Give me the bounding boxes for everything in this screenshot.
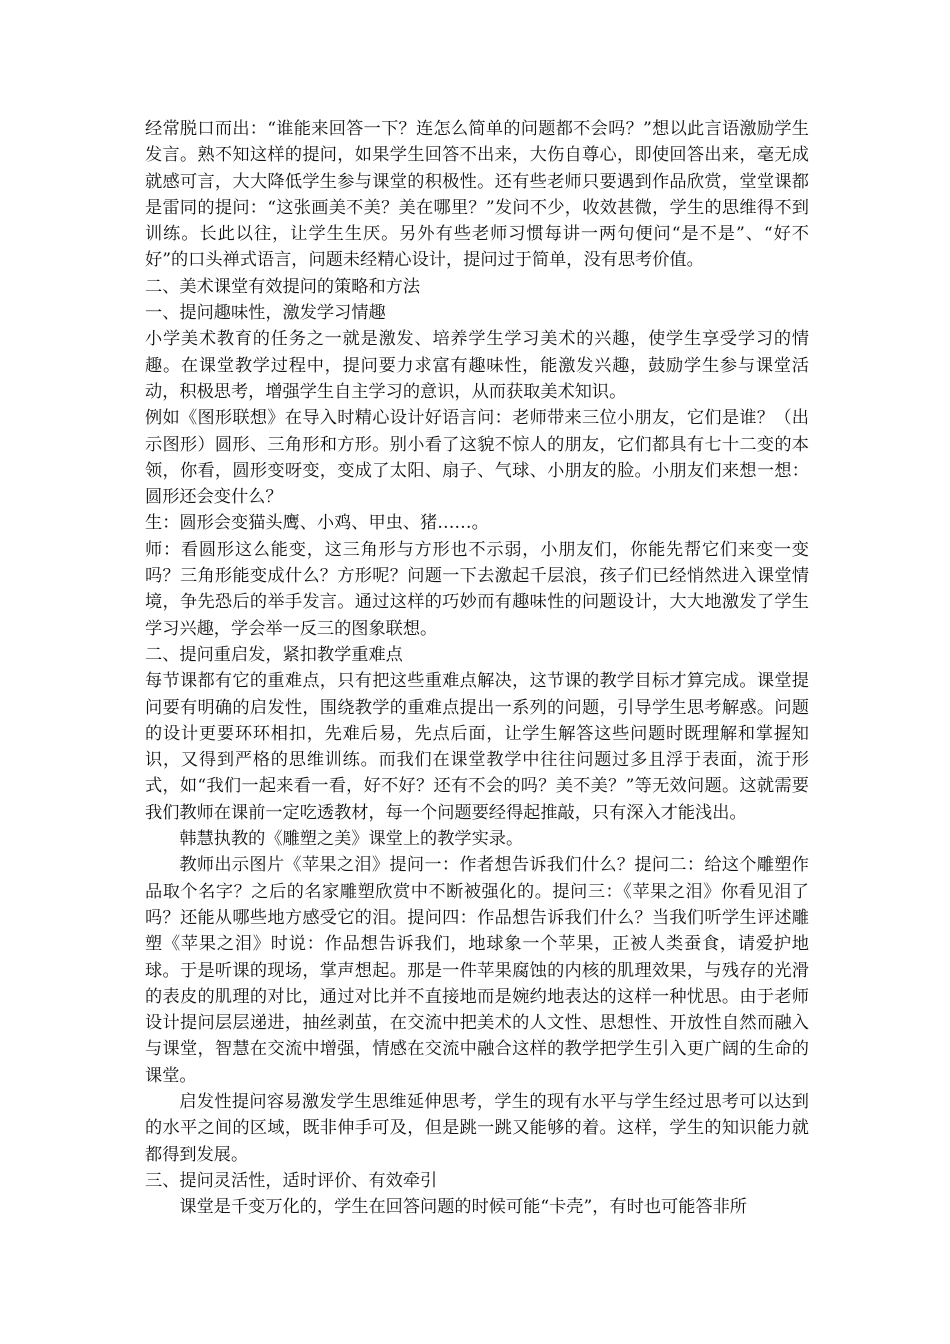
paragraph-intro-continued: 经常脱口而出：“谁能来回答一下？连怎么简单的问题都不会吗？”想以此言语激励学生发言。熟不知这样的提问，如果学生回答不出来，大伤自尊心，即使回答出来，毫无成就感可言，大大降低学生参与课堂的积极性。还有些老师只要遇到作品欣赏，堂堂课都是雷同的提问：“这张画美不美？美在哪里？”发问不少，收效甚微，学生的思维得不到训练。长此以往，让学生生厌。另外有些老师习惯每讲一两句便问“是不是”、“好不好”的口头禅式语言，问题未经精心设计，提问过于简单，没有思考价值。	[145, 119, 809, 271]
paragraph-key-points: 每节课都有它的重难点，只有把这些重难点解决，这节课的教学目标才算完成。课堂提问要有明确的启发性，围绕教学的重难点提出一系列的问题，引导学生思考解惑。问题的设计更要环环相扣，先难后易，先点后面，让学生解答这些问题时既理解和掌握知识，又得到严格的思维训练。而我们在课堂教学中往往问题过多且浮于表面，流于形式，如“我们一起来看一看，好不好？还有不会的吗？美不美？”等无效问题。这就需要我们教师在课前一定吃透教材，每一个问题要经得起推敲，只有深入才能浅出。	[145, 671, 809, 823]
paragraph-student-answer: 生：圆形会变猫头鹰、小鸡、甲虫、猪……。	[145, 513, 489, 534]
paragraph-interest: 小学美术教育的任务之一就是激发、培养学生学习美术的兴趣，使学生享受学习的情趣。在课堂教学过程中，提问要力求富有趣味性，能激发兴趣，鼓励学生参与课堂活动，积极思考，增强学生自主学习的意识，从而获取美术知识。	[145, 329, 809, 402]
section-heading-strategies: 二、美术课堂有效提问的策略和方法	[145, 276, 421, 297]
paragraph-teacher-response: 师：看圆形这么能变，这三角形与方形也不示弱，小朋友们，你能先帮它们来变一变吗？三角形能变成什么？方形呢？问题一下去激起千层浪，孩子们已经悄然进入课堂情境，争先恐后的举手发言。通过这样的巧妙而有趣味性的问题设计，大大地激发了学生学习兴趣，学会举一反三的图象联想。	[145, 539, 809, 639]
subheading-flexibility: 三、提问灵活性，适时评价、有效牵引	[145, 1170, 438, 1191]
paragraph-lesson-record: 韩慧执教的《雕塑之美》课堂上的教学实录。	[179, 829, 524, 850]
paragraph-classroom-changes: 课堂是千变万化的，学生在回答问题的时候可能“卡壳”，有时也可能答非所	[179, 1197, 747, 1218]
document-page	[145, 116, 809, 1220]
subheading-interest: 一、提问趣味性，激发学习情趣	[145, 303, 386, 324]
paragraph-example-shapes: 例如《图形联想》在导入时精心设计好语言问：老师带来三位小朋友，它们是谁？（出示图形）圆形、三角形和方形。别小看了这貌不惊人的朋友，它们都具有七十二变的本领，你看，圆形变呀变，变成了太阳、扇子、气球、小朋友的脸。小朋友们来想一想：圆形还会变什么？	[145, 408, 809, 508]
subheading-inspiration: 二、提问重启发，紧扣教学重难点	[145, 644, 403, 665]
paragraph-heuristic: 启发性提问容易激发学生思维延伸思考，学生的现有水平与学生经过思考可以达到的水平之间的区域，既非伸手可及，但是跳一跳又能够的着。这样，学生的知识能力就都得到发展。	[145, 1091, 809, 1165]
paragraph-apple-tears: 教师出示图片《苹果之泪》提问一：作者想告诉我们什么？提问二：给这个雕塑作品取个名字？之后的名家雕塑欣赏中不断被强化的。提问三：《苹果之泪》你看见泪了吗？还能从哪些地方感受它的泪。提问四：作品想告诉我们什么？当我们听学生评述雕塑《苹果之泪》时说：作品想告诉我们，地球象一个苹果，正被人类蚕食，请爱护地球。于是听课的现场，掌声想起。那是一件苹果腐蚀的内核的肌理效果，与残存的光滑的表皮的肌理的对比，通过对比并不直接地而是婉约地表达的这样一种忧思。由于老师设计提问层层递进，抽丝剥茧，在交流中把美术的人文性、思想性、开放性自然而融入与课堂，智慧在交流中增强，情感在交流中融合这样的教学把学生引入更广阔的生命的课堂。	[145, 855, 809, 1086]
